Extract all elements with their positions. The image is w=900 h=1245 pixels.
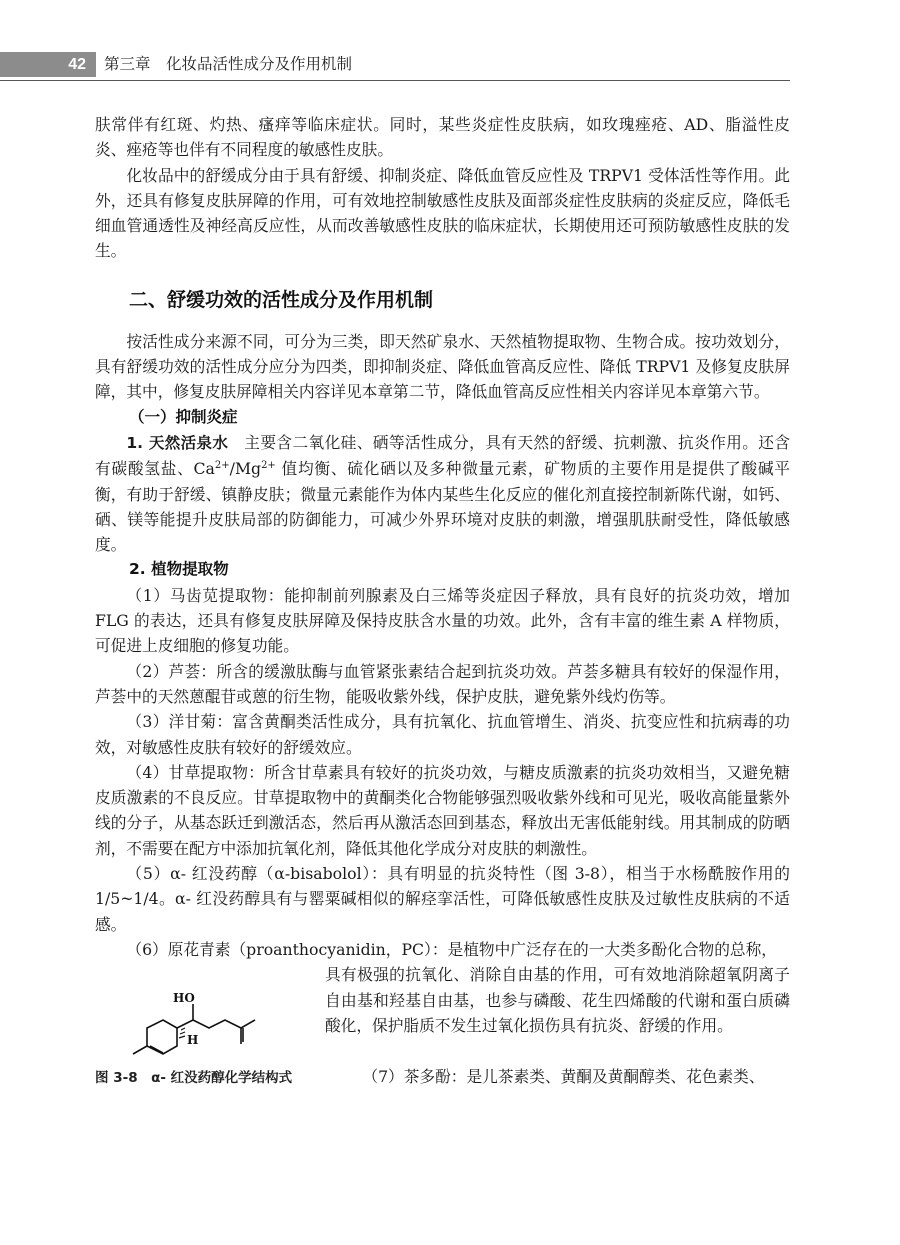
paragraph: 具有极强的抗氧化、消除自由基的作用，可有效地消除超氧阴离子自由基和羟基自由基，也参与磷酸、花生四烯酸的代谢和蛋白质磷酸化，保护脂质不发生过氧化损伤具有抗炎、舒缓的作用。	[325, 965, 790, 1035]
plant-paragraph: （1）马齿苋提取物：能抑制前列腺素及白三烯等炎症因子释放，具有良好的抗炎功效，增加 FLG 的表达，还具有修复皮肤屏障及保持皮肤含水量的功效。此外，含有丰富的维生素 A 样物质，可促进上皮细胞的修复功能。	[95, 585, 790, 656]
item-text: /Mg	[229, 459, 262, 479]
bisabolol-structure-figure	[125, 990, 295, 1062]
item-text: 主要含二氧化硅、硒等活性成分，具有天然的舒缓、抗刺激、抗炎作用。还含有碳酸氢盐、Ca	[95, 432, 791, 479]
figure-caption: 图 3-8 α- 红没药醇化学结构式	[95, 1070, 293, 1087]
page-header	[0, 50, 790, 81]
subsection-heading: （一）抑制炎症	[129, 407, 238, 426]
h-label: H	[187, 1033, 199, 1048]
paragraph: 化妆品中的舒缓成分由于具有舒缓、抑制炎症、降低血管反应性及 TRPV1 受体活性等作用。此外，还具有修复皮肤屏障的作用，可有效地控制敏感性皮肤及面部炎症性皮肤病的炎症反应，降低毛细血管通透性及神经高反应性，从而改善敏感性皮肤的临床症状，长期使用还可预防敏感性皮肤的发生。	[95, 165, 790, 261]
plant-paragraph: （6）原花青素（proanthocyanidin，PC）：是植物中广泛存在的一大类多酚化合物的总称，	[126, 939, 777, 959]
plant-paragraph: （2）芦荟：所含的缓激肽酶与血管紧张素结合起到抗炎功效。芦荟多糖具有较好的保湿作用，芦荟中的天然蒽醌苷或蒽的衍生物，能吸收紫外线，保护皮肤，避免紫外线灼伤等。	[95, 661, 790, 706]
plant-paragraph: （3）洋甘菊：富含黄酮类活性成分，具有抗氧化、抗血管增生、消炎、抗变应性和抗病毒的功效，对敏感性皮肤有较好的舒缓效应。	[95, 712, 790, 757]
item-paragraph	[95, 430, 790, 557]
item-heading: 2. 植物提取物	[129, 560, 229, 579]
plant-paragraph: （4）甘草提取物：所含甘草素具有较好的抗炎功效，与糖皮质激素的抗炎功效相当，又避免糖皮质激素的不良反应。甘草提取物中的黄酮类化合物能够强烈吸收紫外线和可见光，吸收高能量紫外线的分子，从基态跃迁到激活态，然后再从激活态回到基态，释放出无害低能射线。用其制成的防晒剂，不需要在配方中添加抗氧化剂，降低其他化学成分对皮肤的刺激性。	[95, 762, 790, 858]
item-heading: 1. 天然活泉水	[126, 433, 229, 452]
caption-row	[95, 1064, 790, 1091]
page-number: 42	[0, 52, 96, 77]
plant-paragraph: （5）α- 红没药醇（α-bisabolol）：具有明显的抗炎特性（图 3-8），相当于水杨酰胺作用的 1/5~1/4。α- 红没药醇具有与罂粟碱相似的解痉挛活性，可降低敏感性皮肤及过敏性皮肤病的不适感。	[95, 864, 790, 934]
paragraph: 按活性成分来源不同，可分为三类，即天然矿泉水、天然植物提取物、生物合成。按功效划分，具有舒缓功效的活性成分应分为四类，即抑制炎症、降低血管高反应性、降低 TRPV1 及修复皮肤屏障，其中，修复皮肤屏障相关内容详见本章第二节，降低血管高反应性相关内容详见本章第六节。	[95, 331, 790, 402]
plant-paragraph: （7）茶多酚：是儿茶素类、黄酮及黄酮醇类、花色素类、	[362, 1067, 765, 1087]
chapter-title: 第三章 化妆品活性成分及作用机制	[104, 55, 353, 73]
figure-side-text	[325, 962, 790, 1038]
ho-label: HO	[173, 991, 195, 1006]
paragraph: 肤常伴有红斑、灼热、瘙痒等临床症状。同时，某些炎症性皮肤病，如玫瑰痤疮、AD、脂溢性皮炎、痤疮等也伴有不同程度的敏感性皮肤。	[95, 115, 790, 160]
superscript: 2+	[261, 460, 276, 472]
superscript: 2+	[214, 460, 230, 472]
page-body	[95, 112, 790, 1092]
section-heading: 二、舒缓功效的活性成分及作用机制	[129, 288, 434, 311]
item-text: 值均衡、硫化硒以及多种微量元素，矿物质的主要作用是提供了酸碱平衡，有助于舒缓、镇静皮肤；微量元素能作为体内某些生化反应的催化剂直接控制新陈代谢，如钙、硒、镁等能提升皮肤局部的防御能力，可减少外界环境对皮肤的刺激，增强肌肤耐受性，降低敏感度。	[95, 459, 790, 555]
figure-with-text	[95, 962, 790, 1064]
